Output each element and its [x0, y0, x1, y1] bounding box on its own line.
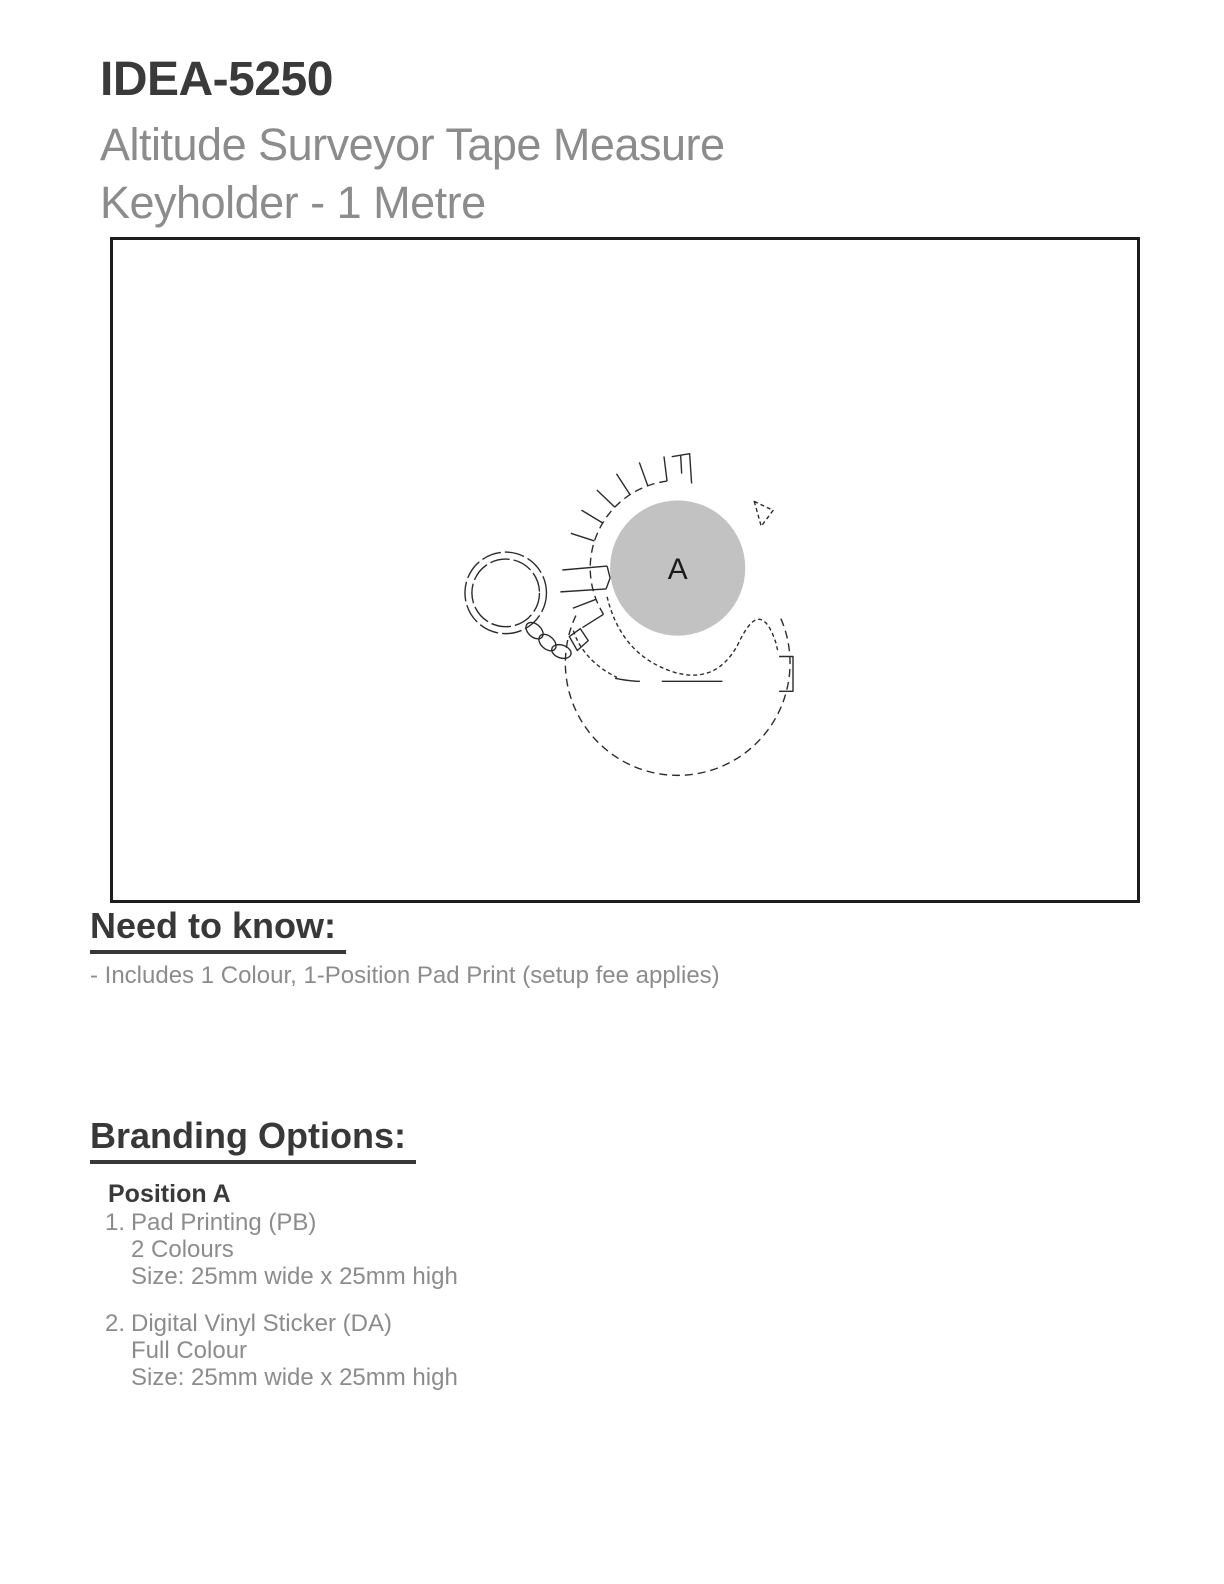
option-1-number: 1. — [105, 1209, 126, 1236]
need-to-know-heading: Need to know: — [90, 906, 346, 954]
product-line-drawing — [113, 240, 1137, 900]
option-2-size: Size: 25mm wide x 25mm high — [131, 1364, 458, 1391]
branding-option-2 — [105, 1310, 705, 1391]
option-2-details — [131, 1310, 705, 1391]
branding-position-area — [610, 500, 745, 635]
option-1-method: Pad Printing (PB) — [131, 1209, 317, 1236]
option-1-size: Size: 25mm wide x 25mm high — [131, 1263, 458, 1290]
option-2-colours: Full Colour — [131, 1337, 248, 1364]
product-image-frame — [110, 237, 1140, 903]
need-to-know-item: - Includes 1 Colour, 1-Position Pad Print (setup fee applies) — [90, 962, 720, 989]
product-code-title: IDEA-5250 — [100, 53, 333, 106]
branding-option-1 — [105, 1209, 705, 1290]
option-2-method: Digital Vinyl Sticker (DA) — [131, 1310, 392, 1337]
product-name — [100, 116, 725, 232]
branding-options-list — [105, 1209, 705, 1411]
product-name-line-2: Keyholder - 1 Metre — [100, 177, 486, 228]
option-1-details — [131, 1209, 705, 1290]
option-1-colours: 2 Colours — [131, 1236, 234, 1263]
position-marker-label: A — [667, 552, 688, 586]
keyring-icon — [465, 552, 547, 634]
position-a-title: Position A — [108, 1180, 231, 1208]
branding-options-heading: Branding Options: — [90, 1116, 416, 1164]
product-name-line-1: Altitude Surveyor Tape Measure — [100, 119, 725, 170]
option-2-number: 2. — [105, 1310, 126, 1337]
chain-links-icon — [523, 619, 588, 661]
